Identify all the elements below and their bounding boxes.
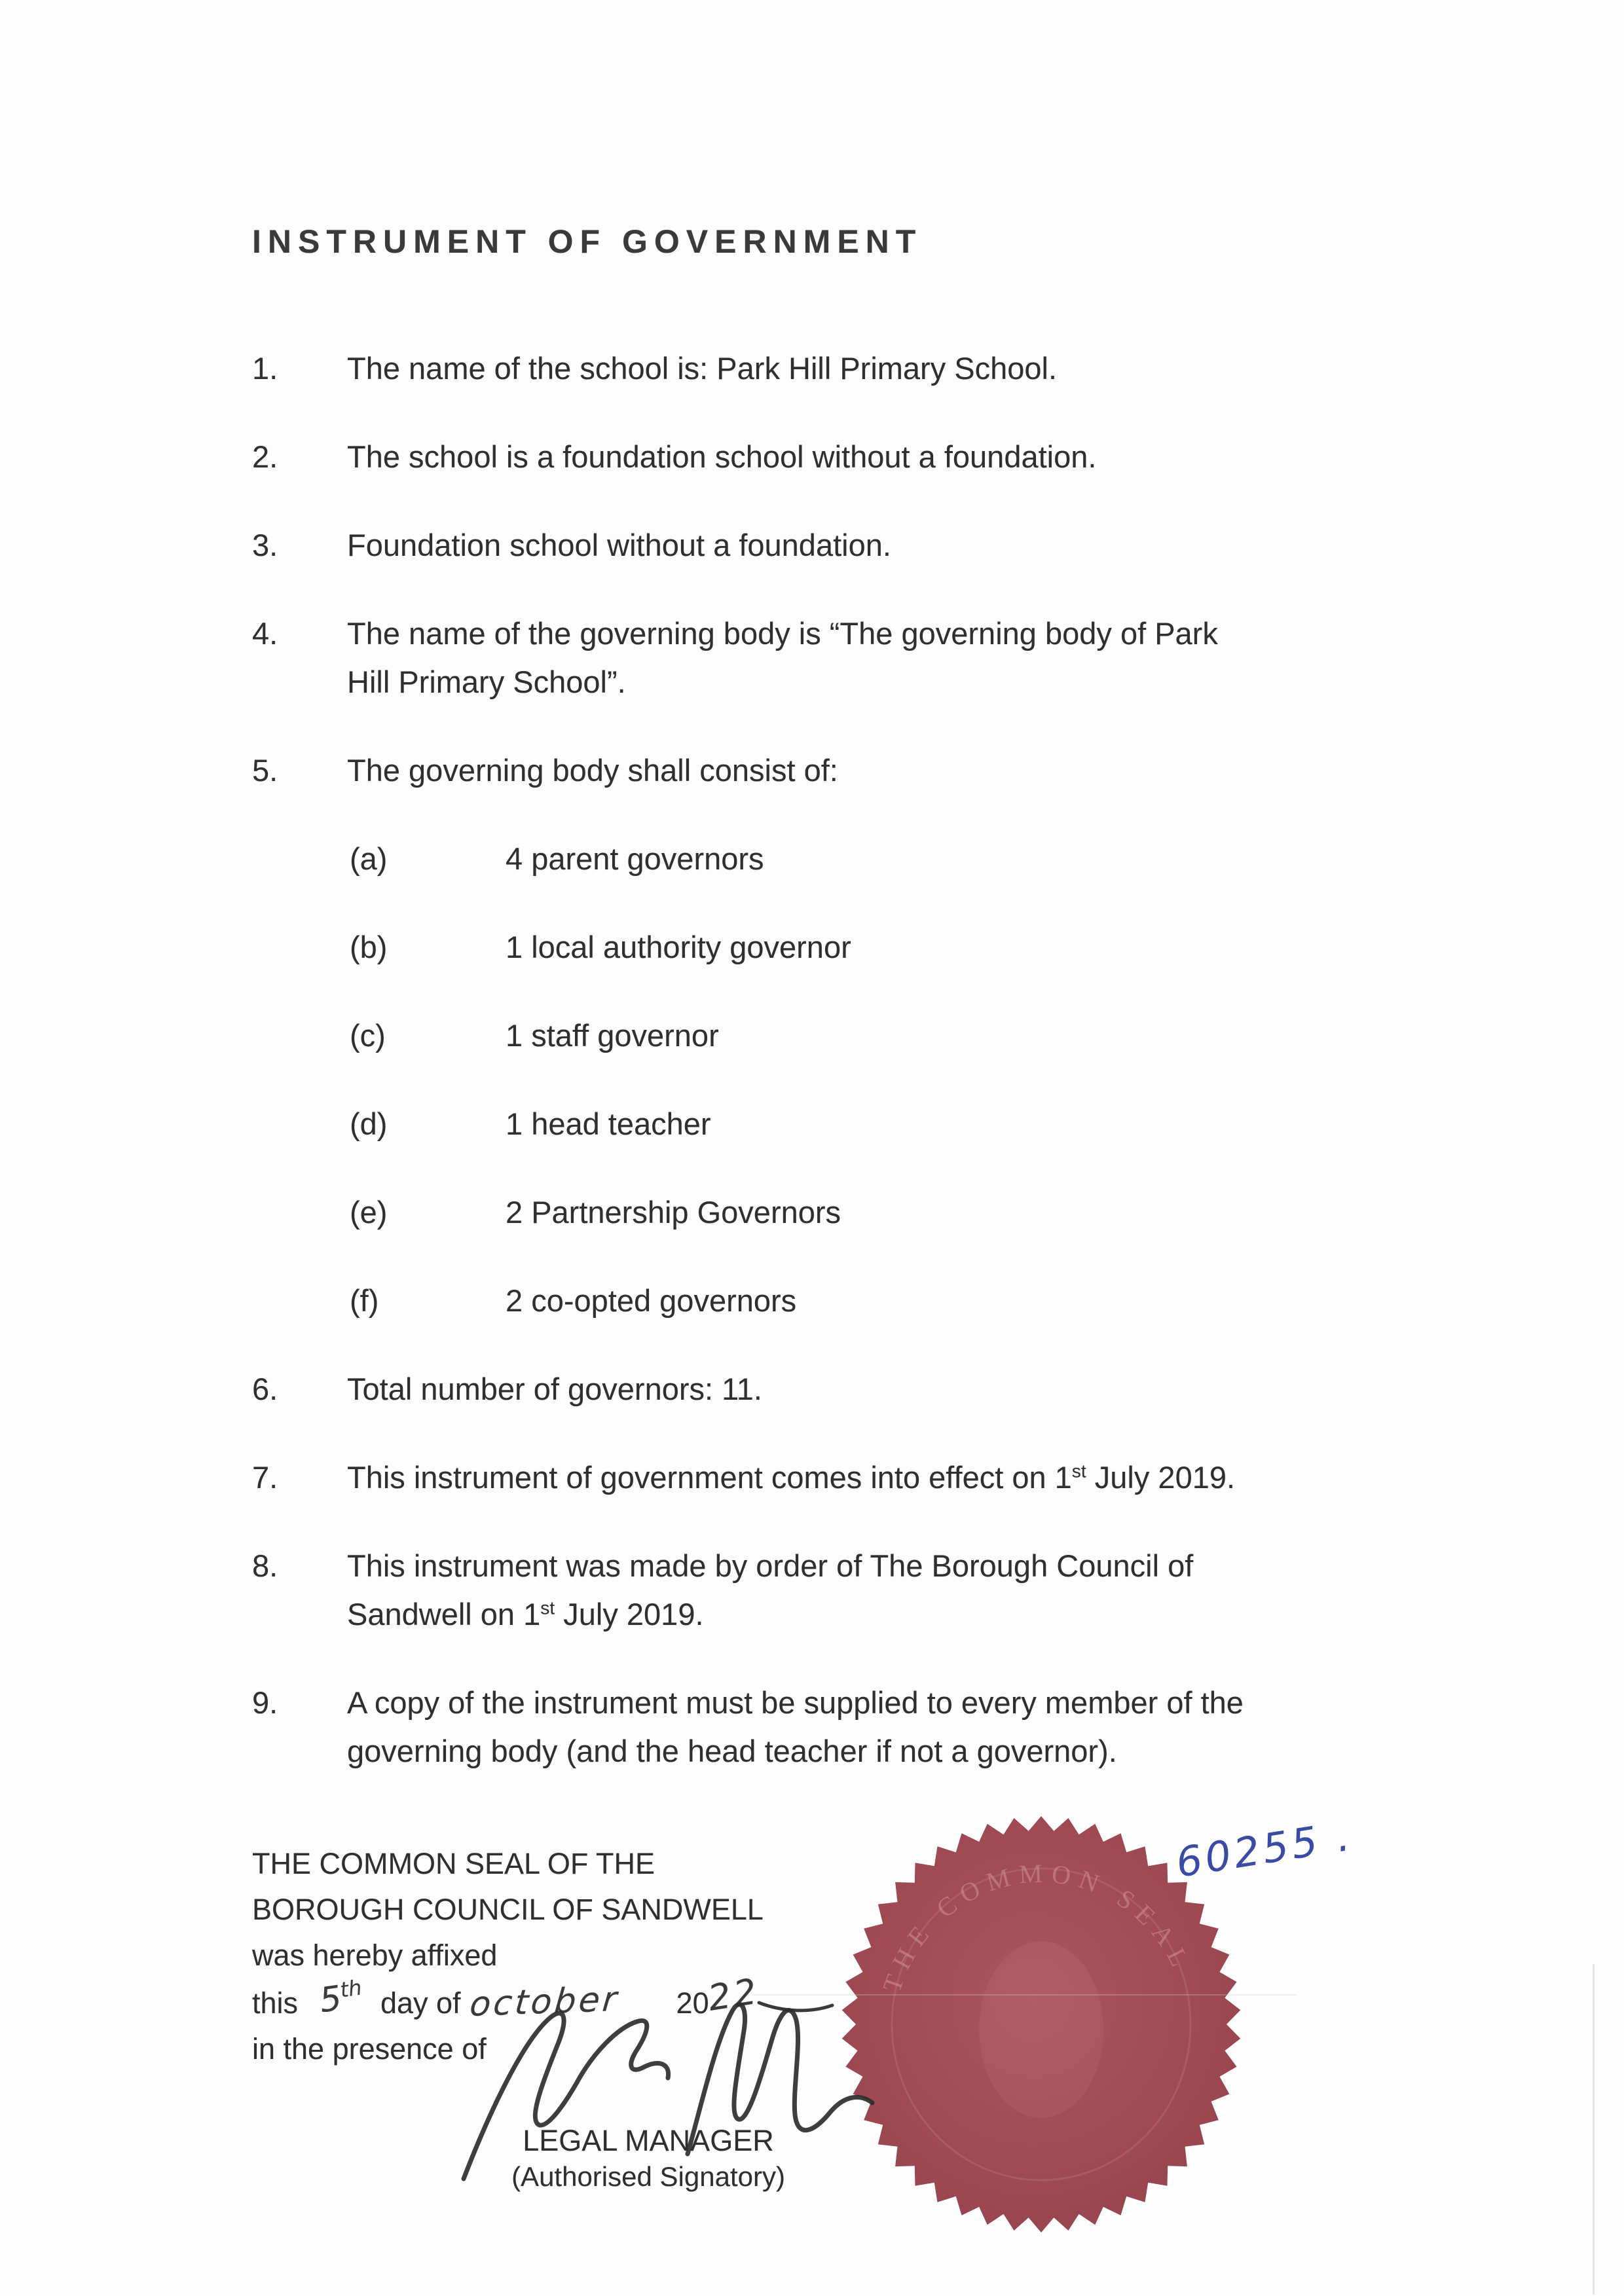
item-number: 8. bbox=[252, 1548, 278, 1583]
list-item-3 bbox=[252, 521, 1624, 570]
item-text-line1: A copy of the instrument must be supplied to every member of the bbox=[347, 1685, 1244, 1720]
list-item-5 bbox=[252, 746, 1624, 795]
signatory-subtitle: (Authorised Signatory) bbox=[511, 2161, 785, 2192]
seal-emboss-text: THE COMMON SEAL bbox=[876, 1858, 1198, 1996]
item-text-line2: governing body (and the head teacher if not a governor). bbox=[347, 1734, 1117, 1768]
item-text: Foundation school without a foundation. bbox=[347, 528, 891, 562]
item-number: 5. bbox=[252, 753, 278, 788]
sub-item-label: (e) bbox=[350, 1195, 388, 1230]
list-item-7 bbox=[252, 1453, 1624, 1502]
sub-item-text: 4 parent governors bbox=[506, 841, 764, 876]
list-item-1 bbox=[252, 344, 1624, 393]
item-number: 6. bbox=[252, 1372, 278, 1406]
item-text: This instrument of government comes into effect on 1st July 2019. bbox=[347, 1460, 1236, 1495]
sub-list bbox=[252, 835, 1624, 1325]
item-text-line1: The name of the governing body is “The governing body of Park bbox=[347, 616, 1218, 651]
handwritten-month: october bbox=[468, 1980, 621, 2024]
sub-item-text: 2 Partnership Governors bbox=[506, 1195, 841, 1230]
sub-item-c bbox=[350, 1011, 1624, 1060]
sub-item-a bbox=[350, 835, 1624, 883]
item-number: 9. bbox=[252, 1685, 278, 1720]
sub-item-label: (b) bbox=[350, 930, 388, 964]
handwritten-day: 5th bbox=[317, 1975, 363, 2021]
ordinal-suffix: st bbox=[1071, 1460, 1086, 1482]
sub-item-label: (c) bbox=[350, 1018, 386, 1053]
item-text-line2: Sandwell on 1st July 2019. bbox=[347, 1597, 704, 1631]
handwritten-reference-number: 60255 . bbox=[1172, 1812, 1356, 1887]
item-text: The governing body shall consist of: bbox=[347, 753, 838, 788]
sub-item-label: (a) bbox=[350, 841, 388, 876]
item-number: 1. bbox=[252, 351, 278, 386]
sub-item-text: 1 local authority governor bbox=[506, 930, 851, 964]
sub-item-label: (d) bbox=[350, 1106, 388, 1141]
seal-emblem bbox=[979, 1941, 1103, 2118]
attestation-line3: was hereby affixed bbox=[252, 1939, 498, 1972]
attestation-line5: in the presence of bbox=[252, 2032, 487, 2066]
sub-item-d bbox=[350, 1100, 1624, 1148]
ordinal-suffix: st bbox=[540, 1597, 555, 1618]
handwritten-year: 22 bbox=[705, 1970, 763, 2019]
list-item-4 bbox=[252, 610, 1624, 706]
item-text-line2: Hill Primary School”. bbox=[347, 665, 626, 699]
attestation-line1: THE COMMON SEAL OF THE bbox=[252, 1847, 655, 1880]
sub-item-e bbox=[350, 1188, 1624, 1237]
list-item-8 bbox=[252, 1542, 1624, 1639]
sub-item-f bbox=[350, 1277, 1624, 1325]
date-prefix: this bbox=[252, 1986, 299, 2020]
attestation-line2: BOROUGH COUNCIL OF SANDWELL bbox=[252, 1893, 764, 1926]
sub-item-text: 1 staff governor bbox=[506, 1018, 719, 1053]
signatory-title: LEGAL MANAGER bbox=[523, 2124, 774, 2157]
item-number: 7. bbox=[252, 1460, 278, 1495]
sub-item-text: 2 co-opted governors bbox=[506, 1283, 797, 1318]
sub-item-text: 1 head teacher bbox=[506, 1106, 711, 1141]
sub-item-label: (f) bbox=[350, 1283, 379, 1318]
date-middle: day of bbox=[380, 1986, 461, 2020]
item-text: The name of the school is: Park Hill Primary School. bbox=[347, 351, 1058, 386]
page-title: INSTRUMENT OF GOVERNMENT bbox=[252, 223, 923, 260]
item-number: 2. bbox=[252, 439, 278, 474]
list-item-9 bbox=[252, 1679, 1624, 1776]
item-text-line1: This instrument was made by order of The Borough Council of bbox=[347, 1548, 1194, 1583]
scan-artifact-vertical bbox=[1593, 1964, 1595, 2295]
item-number: 3. bbox=[252, 528, 278, 562]
item-text: The school is a foundation school without a foundation. bbox=[347, 439, 1097, 474]
item-text: Total number of governors: 11. bbox=[347, 1372, 762, 1406]
list-item-6 bbox=[252, 1365, 1624, 1413]
item-number: 4. bbox=[252, 616, 278, 651]
scan-artifact-horizontal bbox=[753, 1994, 1297, 1995]
sub-item-b bbox=[350, 923, 1624, 972]
printed-year-prefix: 20 bbox=[676, 1986, 709, 2020]
list-item-2 bbox=[252, 433, 1624, 481]
signatory-block bbox=[458, 2123, 838, 2195]
